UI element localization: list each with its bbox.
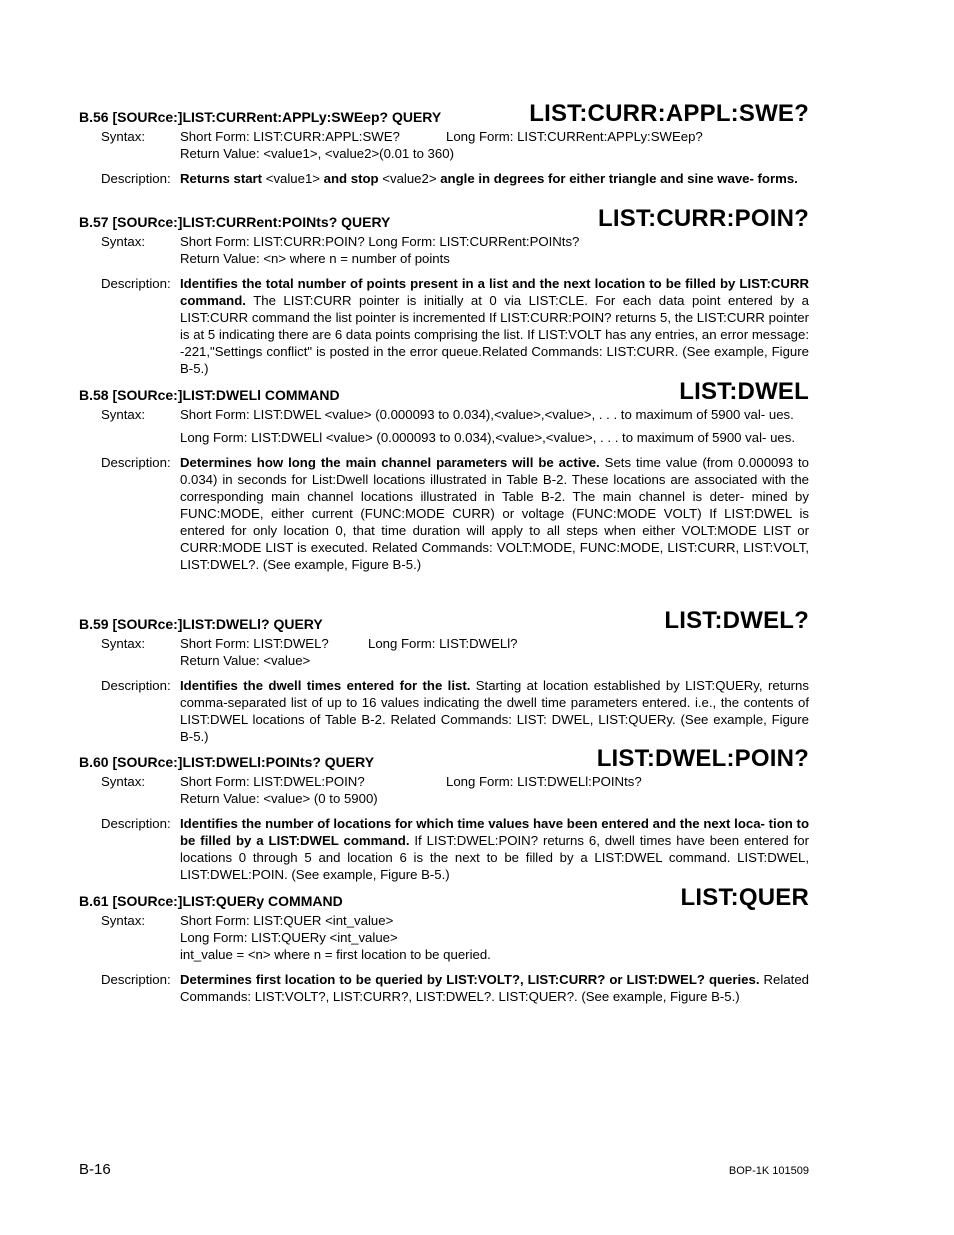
return-value: Return Value: <value> (0 to 5900) (180, 791, 378, 806)
description-text: Identifies the dwell times entered for the list. Starting at location established by LIST:QUERy, returns comma-separated list of up to 16 values indicating the dwell time parameters entered. i.e., the contents of LIST:DWEL locations of Table B-2. Related Commands: LIST: DWEL, LIST:QUERy. (See example, Figure B-5.) (180, 678, 809, 744)
description-text: Identifies the total number of points present in a list and the next location to be filled by LIST:CURR command. The LIST:CURR pointer is initially at 0 via LIST:CLE. For each data point entered by a LIST:CURR command the list pointer is incremented If LIST:CURR:POIN? returns 5, the LIST:CURR pointer is at 5 indicating there are 6 data points comprising the list. If LIST:VOLT has any entries, an error message: -221,"Settings conflict" is posted in the error queue.Related Commands: LIST:CURR. (See example, Figure B-5.) (180, 276, 809, 376)
long-form: Long Form: LIST:QUERy <int_value> (180, 930, 398, 945)
syntax-block (79, 635, 809, 669)
short-form: Short Form: LIST:DWEL:POIN? (180, 774, 365, 789)
syntax-forms: Short Form: LIST:CURR:POIN? Long Form: LIST:CURRent:POINts? (180, 234, 580, 249)
syntax-block (79, 773, 809, 807)
short-form: Short Form: LIST:QUER <int_value> (180, 913, 394, 928)
command-title: LIST:CURR:POIN? (598, 205, 809, 232)
long-form: Long Form: LIST:DWELl:POINts? (446, 774, 642, 789)
syntax-label: Syntax: (101, 774, 145, 789)
section-heading: B.59 [SOURce:]LIST:DWELl? QUERY (79, 616, 323, 632)
description-label: Description: (101, 972, 171, 987)
command-title: LIST:QUER (680, 884, 809, 911)
section-b60 (79, 743, 809, 883)
description-block (79, 454, 809, 573)
section-heading: B.61 [SOURce:]LIST:QUERy COMMAND (79, 893, 343, 909)
syntax-label: Syntax: (101, 129, 145, 144)
description-block (79, 677, 809, 745)
description-block (79, 275, 809, 377)
description-text: Determines how long the main channel parameters will be active. Sets time value (from 0.000093 to 0.034) in seconds for List:Dwell locations illustrated in Table B-2. These locations are associated with the corresponding main channel locations illustrated in Table B-2. The main channel is deter- mined by FUNC:MODE, either current (FUNC:MODE CURR) or voltage (FUNC:MODE VOLT) If LIST:DWEL is entered for only location 0, that time duration will apply to all steps when either VOLT:MODE LIST or CURR:MODE LIST is executed. Related Commands: VOLT:MODE, FUNC:MODE, LIST:CURR, LIST:VOLT, LIST:DWEL?. (See example, Figure B-5.) (180, 455, 809, 572)
return-value: Return Value: <value> (180, 653, 311, 668)
description-text: Returns start <value1> and stop <value2> angle in degrees for either triangle and sine wave- forms. (180, 171, 798, 186)
section-heading: B.56 [SOURce:]LIST:CURRent:APPLy:SWEep? QUERY (79, 109, 442, 125)
syntax-label: Syntax: (101, 636, 145, 651)
description-text: Identifies the number of locations for which time values have been entered and the next loca- tion to be filled by a LIST:DWEL command. If LIST:DWEL:POIN? returns 6, dwell times have been entered for locations 0 through 5 and location 6 is the next to be filled by a LIST:DWEL command. LIST:DWEL, LIST:DWEL:POIN. (See example, Figure B-5.) (180, 816, 809, 882)
description-label: Description: (101, 171, 171, 186)
long-form: Long Form: LIST:DWELl? (368, 636, 518, 651)
short-form: Short Form: LIST:DWEL <value> (0.000093 to 0.034),<value>,<value>, . . . to maximum of 5900 val- ues. (180, 407, 794, 422)
document-id: BOP-1K 101509 (728, 1165, 809, 1177)
section-b61 (79, 882, 809, 1005)
description-label: Description: (101, 678, 171, 693)
syntax-block (79, 406, 809, 446)
command-title: LIST:DWEL? (664, 607, 809, 634)
return-value: Return Value: <value1>, <value2>(0.01 to 360) (180, 146, 454, 161)
syntax-block (79, 128, 809, 162)
section-heading: B.58 [SOURce:]LIST:DWELl COMMAND (79, 387, 340, 403)
description-block (79, 815, 809, 883)
description-block (79, 170, 809, 187)
short-form: Short Form: LIST:CURR:APPL:SWE? (180, 129, 400, 144)
section-b58 (79, 376, 809, 573)
command-title: LIST:CURR:APPL:SWE? (529, 100, 809, 127)
return-value: Return Value: <n> where n = number of points (180, 251, 450, 266)
description-label: Description: (101, 276, 171, 291)
long-form: Long Form: LIST:DWELl <value> (0.000093 to 0.034),<value>,<value>, . . . to maximum of 5900 val- ues. (180, 430, 796, 445)
command-title: LIST:DWEL (679, 378, 809, 405)
int-value-note: int_value = <n> where n = first location to be queried. (180, 947, 491, 962)
section-heading: B.60 [SOURce:]LIST:DWELl:POINts? QUERY (79, 754, 375, 770)
section-b57 (79, 203, 809, 377)
description-block (79, 971, 809, 1005)
short-form: Short Form: LIST:DWEL? (180, 636, 329, 651)
section-b59 (79, 605, 809, 745)
section-heading: B.57 [SOURce:]LIST:CURRent:POINts? QUERY (79, 214, 391, 230)
syntax-label: Syntax: (101, 913, 145, 928)
syntax-block (79, 233, 809, 267)
long-form: Long Form: LIST:CURRent:APPLy:SWEep? (446, 129, 703, 144)
description-label: Description: (101, 455, 171, 470)
section-b56 (79, 98, 809, 187)
syntax-block (79, 912, 809, 963)
syntax-label: Syntax: (101, 234, 145, 249)
command-title: LIST:DWEL:POIN? (596, 745, 809, 772)
syntax-label: Syntax: (101, 407, 145, 422)
page-number: B-16 (79, 1161, 111, 1178)
description-label: Description: (101, 816, 171, 831)
description-text: Determines first location to be queried by LIST:VOLT?, LIST:CURR? or LIST:DWEL? queries. Related Commands: LIST:VOLT?, LIST:CURR?, LIST:DWEL?. LIST:QUER?. (See example, Figure B-5.) (180, 972, 809, 1004)
